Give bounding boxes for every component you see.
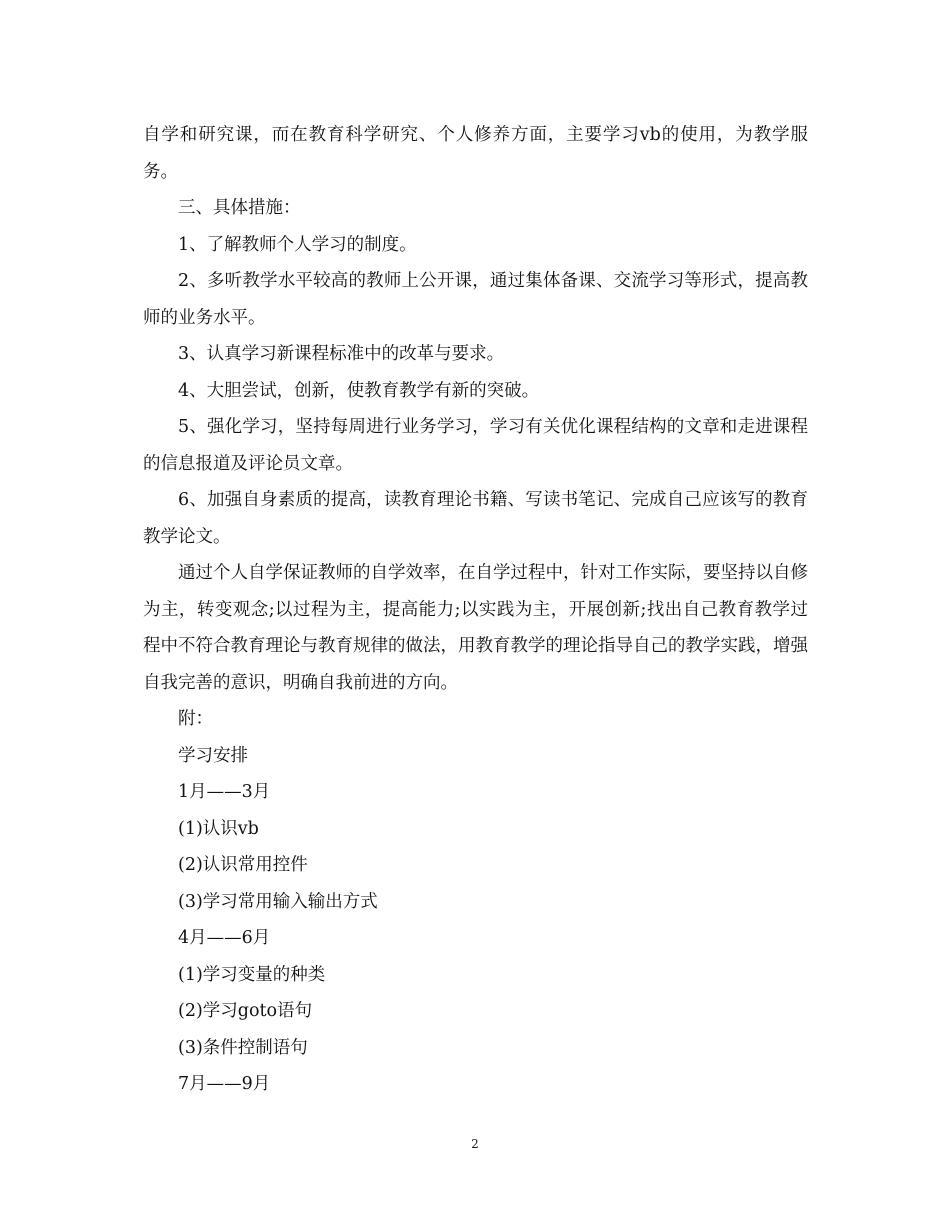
attachment-label: 附： xyxy=(178,709,213,729)
summary-paragraph: 通过个人自学保证教师的自学效率，在自学过程中，针对工作实际，要坚持以自修为主，转变观念;以过程为主，提高能力;以实践为主，开展创新;找出自己教育教学过程中不符合教育理论与教育规律的做法，用教育教学的理论指导自己的教学实践，增强自我完善的意识，明确自我前进的方向。 xyxy=(143,563,808,693)
schedule-entry: (3)条件控制语句 xyxy=(178,1037,308,1058)
schedule-entry: (2)认识常用控件 xyxy=(178,855,308,875)
schedule-entry: (2)学习goto语句 xyxy=(178,1001,313,1021)
schedule-period-1: 1月——3月 xyxy=(178,782,271,802)
document-body xyxy=(143,117,808,1103)
measure-item-2: 2、多听教学水平较高的教师上公开课，通过集体备课、交流学习等形式，提高教师的业务水平。 xyxy=(143,271,808,328)
schedule-entry: (1)认识vb xyxy=(178,818,259,839)
measure-item-5: 5、强化学习，坚持每周进行业务学习，学习有关优化课程结构的文章和走进课程的信息报道及评论员文章。 xyxy=(143,417,808,474)
measure-item-4: 4、大胆尝试，创新，使教育教学有新的突破。 xyxy=(178,380,540,401)
schedule-period-3: 7月——9月 xyxy=(178,1074,271,1094)
schedule-entry: (1)学习变量的种类 xyxy=(178,964,326,985)
measure-item-1: 1、了解教师个人学习的制度。 xyxy=(178,234,417,255)
schedule-entry: (3)学习常用输入输出方式 xyxy=(178,891,378,912)
measure-item-3: 3、认真学习新课程标准中的改革与要求。 xyxy=(178,344,505,364)
schedule-title: 学习安排 xyxy=(178,745,248,766)
section-heading-measures: 三、具体措施： xyxy=(178,198,301,218)
measure-item-6: 6、加强自身素质的提高，读教育理论书籍、写读书笔记、完成自己应该写的教育教学论文。 xyxy=(143,490,808,547)
page-number: 2 xyxy=(471,1137,479,1151)
paragraph-continuation: 自学和研究课，而在教育科学研究、个人修养方面，主要学习vb的使用，为教学服务。 xyxy=(143,125,808,182)
schedule-period-2: 4月——6月 xyxy=(178,928,271,948)
